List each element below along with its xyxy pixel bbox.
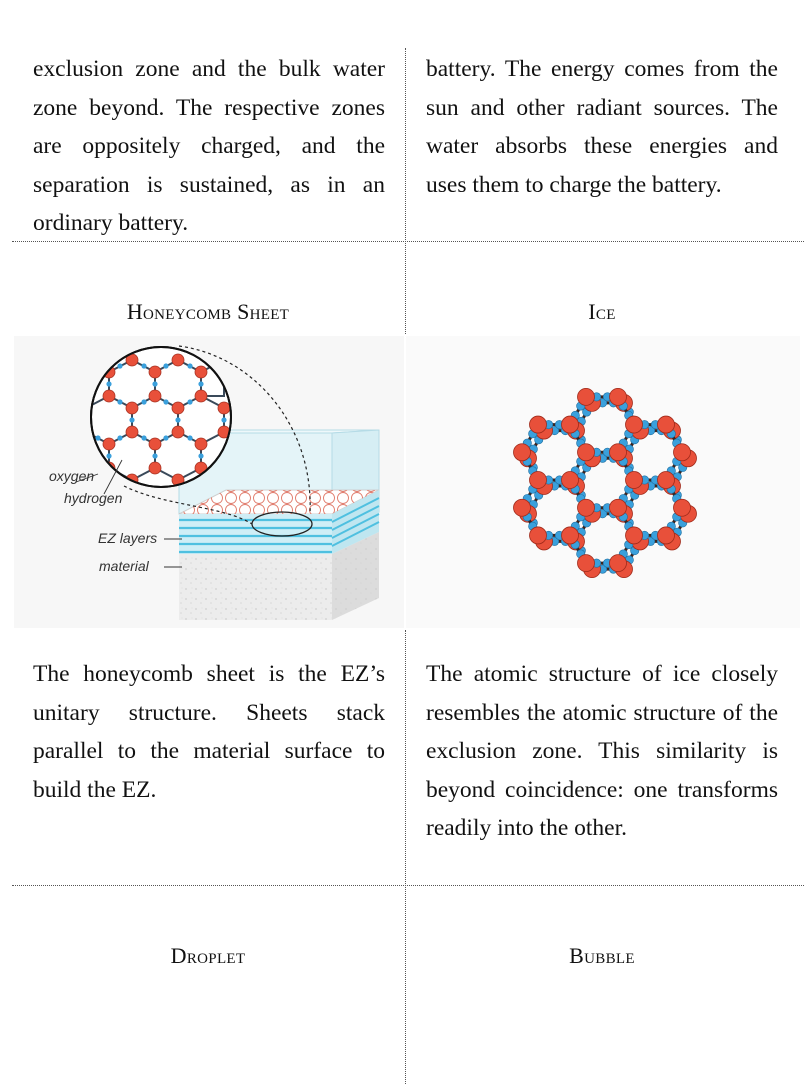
ice-structure-figure <box>406 336 800 628</box>
oxygen-atom <box>674 499 691 516</box>
material-label: material <box>99 558 149 574</box>
oxygen-atom <box>530 527 547 544</box>
oxygen-atom <box>626 527 643 544</box>
row-divider-2 <box>12 885 804 886</box>
oxygen-atom <box>674 444 691 461</box>
oxygen-atom <box>658 472 675 489</box>
ice-caption: The atomic structure of ice closely resembles the atomic structure of the exclusion zone. This similarity is beyond coincidence: one transforms readily into the other. <box>426 661 778 841</box>
oxygen-atom <box>610 499 627 516</box>
oxygen-atom <box>562 527 579 544</box>
oxygen-atom <box>578 499 595 516</box>
oxygen-atom <box>578 444 595 461</box>
oxygen-atom <box>514 499 531 516</box>
honeycomb-sheet-title: Honeycomb Sheet <box>126 299 290 324</box>
oxygen-atom <box>578 555 595 572</box>
oxygen-atom <box>626 472 643 489</box>
oxygen-label: oxygen <box>49 468 95 484</box>
column-divider-bottom <box>405 630 406 1084</box>
column-divider-top <box>405 48 406 334</box>
oxygen-atom <box>610 388 627 405</box>
oxygen-atom <box>610 444 627 461</box>
ice-title: Ice <box>588 299 616 324</box>
hydrogen-label: hydrogen <box>64 490 123 506</box>
top-left-paragraph: exclusion zone and the bulk water zone beyond. The respective zones are oppositely charged, and the separation is sustained, as in an ordinary battery. <box>33 56 385 236</box>
droplet-title: Droplet <box>170 943 246 968</box>
oxygen-atom <box>562 416 579 433</box>
oxygen-atom <box>530 472 547 489</box>
top-right-paragraph: battery. The energy comes from the sun and other radiant sources. The water absorbs these energies and uses them to charge the battery. <box>426 56 778 198</box>
oxygen-atom <box>530 416 547 433</box>
oxygen-atom <box>658 416 675 433</box>
oxygen-atom <box>514 444 531 461</box>
oxygen-atom <box>562 472 579 489</box>
oxygen-atom <box>578 388 595 405</box>
ez-layers-label: EZ layers <box>98 530 158 546</box>
honeycomb-sheet-figure <box>14 336 404 628</box>
bubble-title: Bubble <box>569 943 635 968</box>
oxygen-atom <box>658 527 675 544</box>
oxygen-atom <box>610 555 627 572</box>
oxygen-atom <box>626 416 643 433</box>
honeycomb-caption: The honeycomb sheet is the EZ’s unitary structure. Sheets stack parallel to the material surface to build the EZ. <box>33 661 385 803</box>
